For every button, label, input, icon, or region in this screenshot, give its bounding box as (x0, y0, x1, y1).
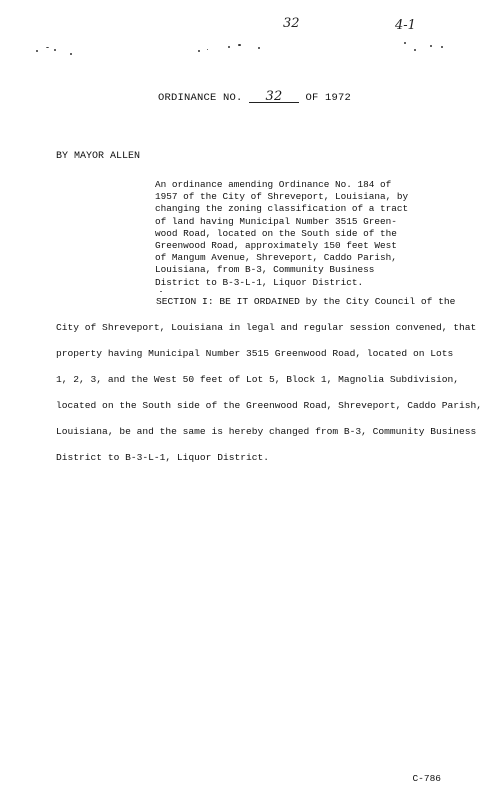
ordinance-prefix: ORDINANCE NO. (158, 92, 243, 104)
summary-line: Louisiana, from B-3, Community Business (155, 264, 375, 276)
section-line: SECTION I: BE IT ORDAINED by the City Council of the (156, 296, 456, 307)
summary-line: Greenwood Road, approximately 150 feet West (155, 240, 397, 252)
ordinance-summary (155, 179, 415, 289)
section-one-body (56, 296, 483, 478)
handwritten-page-number: 32 (283, 16, 300, 31)
summary-line: changing the zoning classification of a tract (155, 203, 409, 215)
ordinance-year: OF 1972 (305, 92, 352, 104)
section-line: located on the South side of the Greenwood Road, Shreveport, Caddo Parish, (56, 400, 483, 411)
section-line: City of Shreveport, Louisiana in legal and regular session convened, that (56, 322, 477, 333)
summary-line: 1957 of the City of Shreveport, Louisiana, by (155, 191, 409, 203)
summary-line: An ordinance amending Ordinance No. 184 of (155, 179, 392, 190)
summary-line: of land having Municipal Number 3515 Green- (155, 215, 397, 227)
summary-line: wood Road, located on the South side of the (155, 227, 397, 239)
summary-line: District to B-3-L-1, Liquor District. (155, 276, 364, 288)
summary-line: of Mangum Avenue, Shreveport, Caddo Parish, (155, 252, 397, 264)
author-line: BY MAYOR ALLEN (56, 151, 141, 162)
ordinance-title (158, 91, 351, 104)
handwritten-corner-mark: 4-1 (395, 18, 416, 33)
section-line: District to B-3-L-1, Liquor District. (56, 452, 270, 463)
document-code: C-786 (412, 773, 441, 784)
section-line: Louisiana, be and the same is hereby changed from B-3, Community Business (56, 426, 477, 437)
section-line: property having Municipal Number 3515 Greenwood Road, located on Lots (56, 348, 454, 359)
ordinance-number: 32 (249, 91, 299, 103)
section-line: 1, 2, 3, and the West 50 feet of Lot 5, Block 1, Magnolia Subdivision, (56, 374, 460, 385)
